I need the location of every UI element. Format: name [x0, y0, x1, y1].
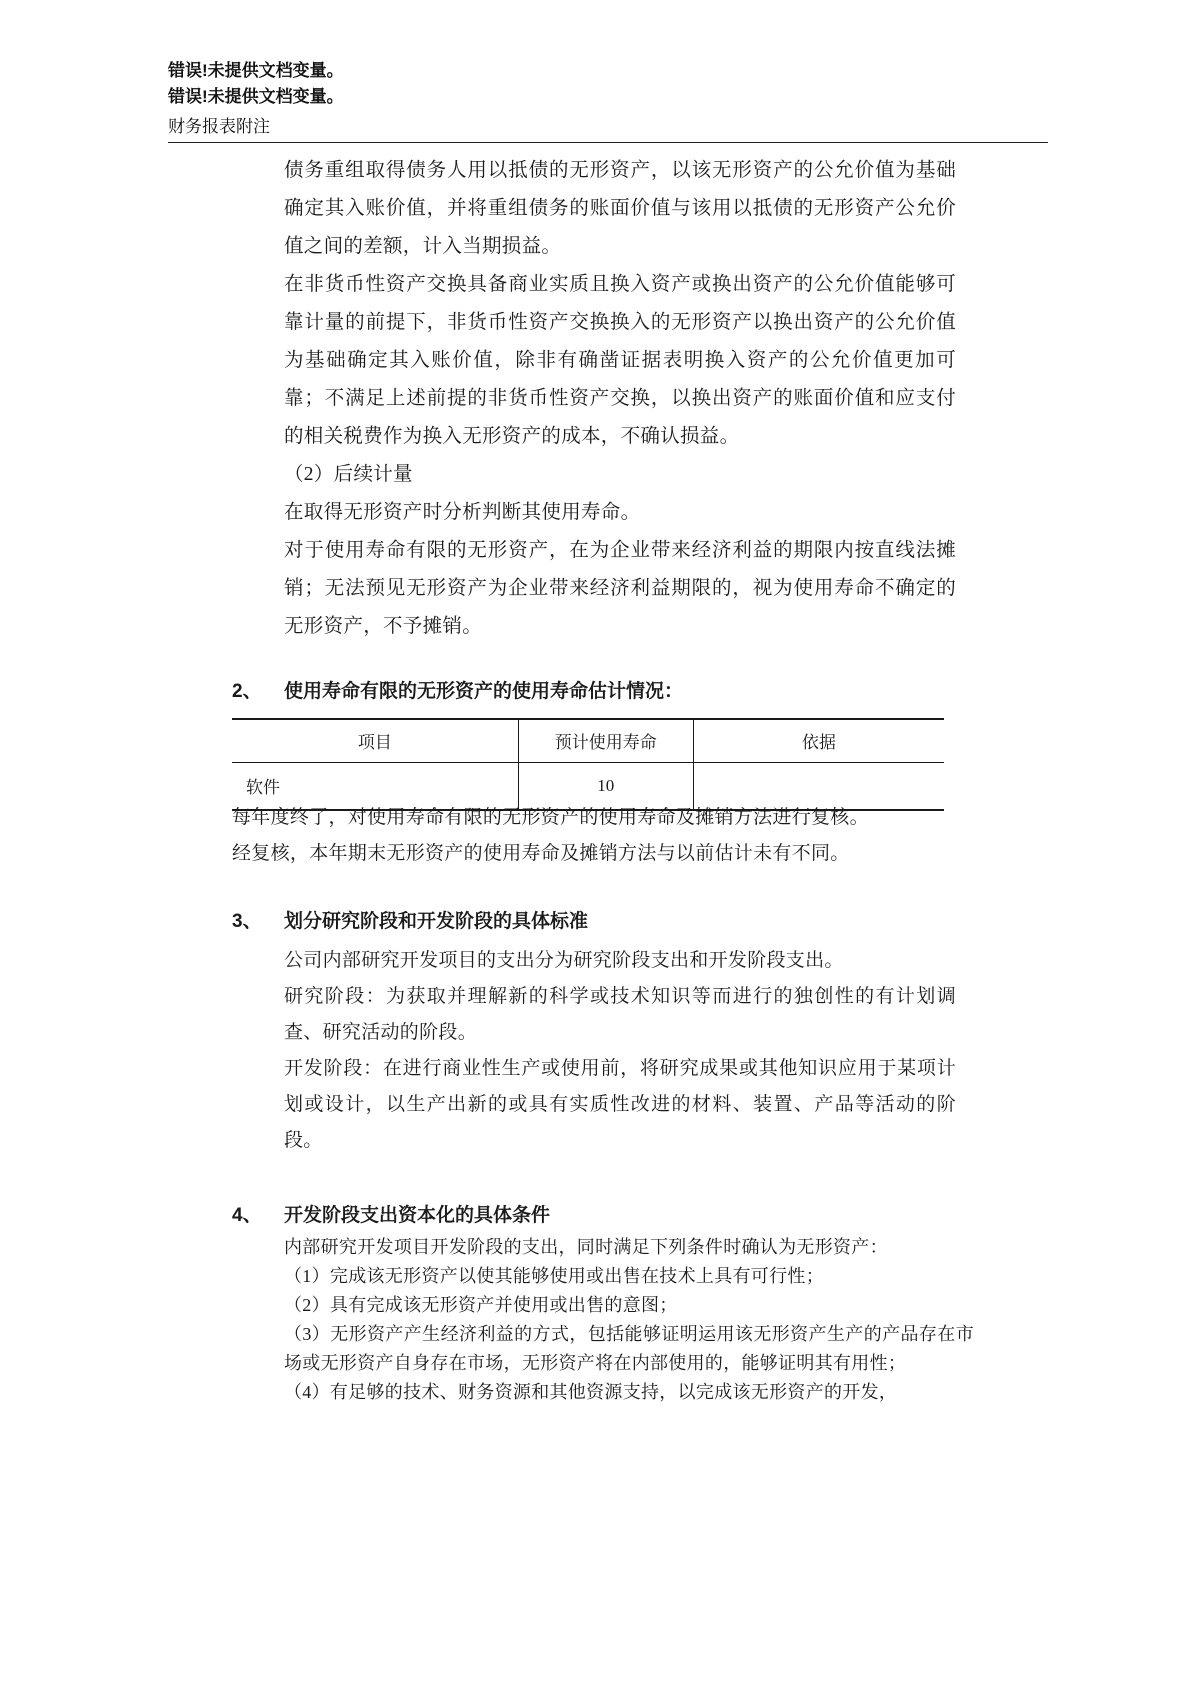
section-2-title: 使用寿命有限的无形资产的使用寿命估计情况：	[284, 681, 684, 702]
table-header-row	[232, 719, 944, 763]
section-3-number: 3、	[232, 911, 262, 932]
section-4-paragraph-1: 内部研究开发项目开发阶段的支出，同时满足下列条件时确认为无形资产：	[284, 1237, 888, 1257]
section-3-body	[284, 933, 956, 1159]
section-4-heading	[232, 1200, 1072, 1227]
lifespan-table-wrap	[232, 718, 944, 811]
section-3-title: 划分研究阶段和开发阶段的具体标准	[284, 911, 589, 932]
intro-subheading-subsequent-measurement: （2）后续计量	[284, 464, 413, 485]
section-3-paragraph-1: 公司内部研究开发项目的支出分为研究阶段支出和开发阶段支出。	[284, 950, 844, 971]
section-2	[232, 676, 1072, 703]
table-header-basis: 依据	[693, 719, 944, 763]
section-4-condition-2: （2）具有完成该无形资产并使用或出售的意图；	[284, 1295, 678, 1315]
section-4-title: 开发阶段支出资本化的具体条件	[284, 1205, 551, 1226]
section-2-heading	[232, 676, 1072, 703]
section-3-heading	[232, 906, 1072, 933]
intro-paragraph-5: 对于使用寿命有限的无形资产，在为企业带来经济利益的期限内按直线法摊销；无法预见无形资产为企业带来经济利益期限的，视为使用寿命不确定的无形资产，不予摊销。	[284, 540, 956, 637]
section-4-condition-1: （1）完成该无形资产以使其能够使用或出售在技术上具有可行性；	[284, 1266, 824, 1286]
table-header-item: 项目	[232, 719, 518, 763]
section-2-notes	[232, 800, 962, 872]
section-3	[232, 906, 1072, 1159]
table-cell-item: 软件	[232, 763, 518, 811]
section-4-number: 4、	[232, 1205, 262, 1226]
header-subtitle: 财务报表附注	[168, 117, 270, 136]
section-4-condition-3: （3）无形资产产生经济利益的方式，包括能够证明运用该无形资产生产的产品存在市场或无形资产自身存在市场，无形资产将在内部使用的，能够证明其有用性；	[284, 1324, 974, 1373]
header-error-line-1: 错误!未提供文档变量。	[168, 61, 344, 80]
lifespan-table	[232, 718, 944, 811]
section-2-note-1: 每年度终了，对使用寿命有限的无形资产的使用寿命及摊销方法进行复核。	[232, 807, 869, 828]
table-header-expected-life: 预计使用寿命	[518, 719, 693, 763]
intro-block	[284, 152, 956, 646]
section-4-body	[284, 1227, 974, 1407]
section-4	[232, 1200, 1072, 1407]
header-error-line-2: 错误!未提供文档变量。	[168, 87, 344, 106]
page-header	[168, 58, 1048, 143]
section-2-note-2: 经复核，本年期末无形资产的使用寿命及摊销方法与以前估计未有不同。	[232, 843, 850, 864]
header-divider	[168, 142, 1048, 143]
section-3-paragraph-research-phase: 研究阶段：为获取并理解新的科学或技术知识等而进行的独创性的有计划调查、研究活动的阶段。	[284, 986, 956, 1043]
section-3-paragraph-development-phase: 开发阶段：在进行商业性生产或使用前，将研究成果或其他知识应用于某项计划或设计，以生产出新的或具有实质性改进的材料、装置、产品等活动的阶段。	[284, 1058, 956, 1151]
section-4-condition-4: （4）有足够的技术、财务资源和其他资源支持，以完成该无形资产的开发，	[284, 1382, 898, 1402]
intro-paragraph-4: 在取得无形资产时分析判断其使用寿命。	[284, 502, 641, 523]
table-cell-expected-life: 10	[518, 763, 693, 811]
section-2-number: 2、	[232, 681, 262, 702]
intro-paragraph-1: 债务重组取得债务人用以抵债的无形资产，以该无形资产的公允价值为基础确定其入账价值，并将重组债务的账面价值与该用以抵债的无形资产公允价值之间的差额，计入当期损益。	[284, 160, 956, 257]
intro-paragraph-2: 在非货币性资产交换具备商业实质且换入资产或换出资产的公允价值能够可靠计量的前提下，非货币性资产交换换入的无形资产以换出资产的公允价值为基础确定其入账价值，除非有确凿证据表明换入资产的公允价值更加可靠；不满足上述前提的非货币性资产交换，以换出资产的账面价值和应支付的相关税费作为换入无形资产的成本，不确认损益。	[284, 274, 956, 447]
